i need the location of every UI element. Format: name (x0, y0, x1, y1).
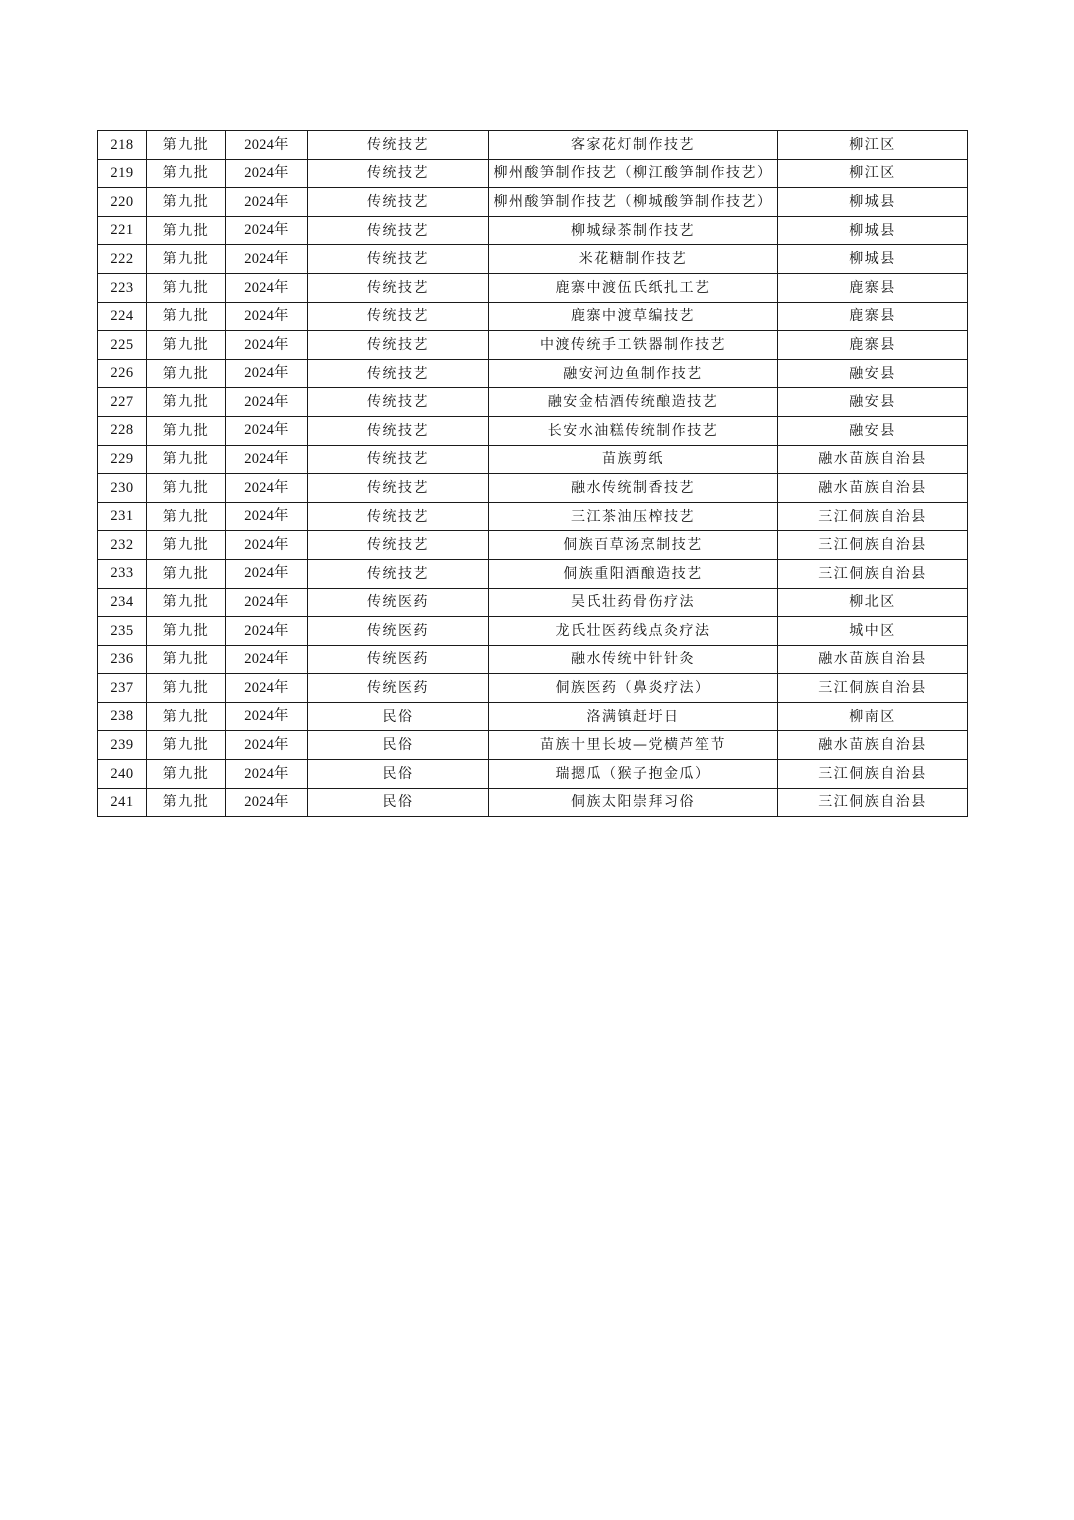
batch-cell: 第九批 (147, 331, 226, 360)
year-cell: 2024年 (226, 702, 308, 731)
table-row (98, 416, 968, 445)
category-cell: 传统医药 (308, 674, 489, 703)
row-number-cell: 235 (98, 617, 147, 646)
year-cell: 2024年 (226, 588, 308, 617)
project-name-cell: 侗族百草汤烹制技艺 (489, 531, 778, 560)
project-name-cell: 中渡传统手工铁器制作技艺 (489, 331, 778, 360)
area-cell: 柳南区 (778, 702, 968, 731)
table-row (98, 588, 968, 617)
table-row (98, 331, 968, 360)
year-cell: 2024年 (226, 388, 308, 417)
project-name-cell: 融安金桔酒传统酿造技艺 (489, 388, 778, 417)
category-cell: 传统医药 (308, 617, 489, 646)
year-cell: 2024年 (226, 645, 308, 674)
area-cell: 融水苗族自治县 (778, 645, 968, 674)
area-cell: 三江侗族自治县 (778, 502, 968, 531)
category-cell: 民俗 (308, 731, 489, 760)
batch-cell: 第九批 (147, 302, 226, 331)
area-cell: 三江侗族自治县 (778, 788, 968, 817)
area-cell: 柳城县 (778, 188, 968, 217)
batch-cell: 第九批 (147, 445, 226, 474)
row-number-cell: 223 (98, 273, 147, 302)
area-cell: 城中区 (778, 617, 968, 646)
area-cell: 融安县 (778, 416, 968, 445)
category-cell: 传统技艺 (308, 531, 489, 560)
category-cell: 传统技艺 (308, 188, 489, 217)
batch-cell: 第九批 (147, 388, 226, 417)
year-cell: 2024年 (226, 502, 308, 531)
year-cell: 2024年 (226, 302, 308, 331)
batch-cell: 第九批 (147, 760, 226, 789)
category-cell: 传统技艺 (308, 273, 489, 302)
year-cell: 2024年 (226, 674, 308, 703)
year-cell: 2024年 (226, 760, 308, 789)
row-number-cell: 218 (98, 131, 147, 160)
batch-cell: 第九批 (147, 502, 226, 531)
row-number-cell: 225 (98, 331, 147, 360)
row-number-cell: 236 (98, 645, 147, 674)
year-cell: 2024年 (226, 245, 308, 274)
area-cell: 融水苗族自治县 (778, 445, 968, 474)
row-number-cell: 234 (98, 588, 147, 617)
year-cell: 2024年 (226, 159, 308, 188)
area-cell: 三江侗族自治县 (778, 559, 968, 588)
year-cell: 2024年 (226, 788, 308, 817)
project-name-cell: 融水传统制香技艺 (489, 474, 778, 503)
row-number-cell: 238 (98, 702, 147, 731)
table-row (98, 359, 968, 388)
table-row (98, 302, 968, 331)
table-row (98, 445, 968, 474)
project-name-cell: 侗族太阳崇拜习俗 (489, 788, 778, 817)
project-name-cell: 三江茶油压榨技艺 (489, 502, 778, 531)
area-cell: 融水苗族自治县 (778, 731, 968, 760)
category-cell: 传统技艺 (308, 474, 489, 503)
batch-cell: 第九批 (147, 131, 226, 160)
batch-cell: 第九批 (147, 559, 226, 588)
project-name-cell: 融水传统中针针灸 (489, 645, 778, 674)
year-cell: 2024年 (226, 474, 308, 503)
project-name-cell: 柳州酸笋制作技艺（柳江酸笋制作技艺） (489, 159, 778, 188)
table-row (98, 674, 968, 703)
table-row (98, 760, 968, 789)
batch-cell: 第九批 (147, 788, 226, 817)
category-cell: 传统技艺 (308, 388, 489, 417)
area-cell: 鹿寨县 (778, 302, 968, 331)
year-cell: 2024年 (226, 731, 308, 760)
row-number-cell: 219 (98, 159, 147, 188)
area-cell: 鹿寨县 (778, 331, 968, 360)
batch-cell: 第九批 (147, 674, 226, 703)
category-cell: 传统技艺 (308, 359, 489, 388)
row-number-cell: 229 (98, 445, 147, 474)
table-row (98, 502, 968, 531)
project-name-cell: 洛满镇赶圩日 (489, 702, 778, 731)
table-row (98, 531, 968, 560)
table-row (98, 245, 968, 274)
row-number-cell: 233 (98, 559, 147, 588)
heritage-list-table (97, 130, 968, 817)
project-name-cell: 苗族十里长坡—党横芦笙节 (489, 731, 778, 760)
table-row (98, 474, 968, 503)
row-number-cell: 228 (98, 416, 147, 445)
row-number-cell: 240 (98, 760, 147, 789)
row-number-cell: 224 (98, 302, 147, 331)
project-name-cell: 鹿寨中渡伍氏纸扎工艺 (489, 273, 778, 302)
area-cell: 柳江区 (778, 159, 968, 188)
category-cell: 传统技艺 (308, 159, 489, 188)
table-row (98, 388, 968, 417)
table-row (98, 188, 968, 217)
project-name-cell: 侗族医药（鼻炎疗法） (489, 674, 778, 703)
year-cell: 2024年 (226, 131, 308, 160)
category-cell: 民俗 (308, 702, 489, 731)
area-cell: 融安县 (778, 388, 968, 417)
batch-cell: 第九批 (147, 645, 226, 674)
area-cell: 柳城县 (778, 245, 968, 274)
year-cell: 2024年 (226, 416, 308, 445)
batch-cell: 第九批 (147, 416, 226, 445)
year-cell: 2024年 (226, 559, 308, 588)
year-cell: 2024年 (226, 188, 308, 217)
area-cell: 鹿寨县 (778, 273, 968, 302)
row-number-cell: 232 (98, 531, 147, 560)
project-name-cell: 瑞摁瓜（猴子抱金瓜） (489, 760, 778, 789)
batch-cell: 第九批 (147, 474, 226, 503)
row-number-cell: 241 (98, 788, 147, 817)
row-number-cell: 231 (98, 502, 147, 531)
row-number-cell: 221 (98, 216, 147, 245)
category-cell: 民俗 (308, 760, 489, 789)
table-row (98, 159, 968, 188)
year-cell: 2024年 (226, 359, 308, 388)
row-number-cell: 227 (98, 388, 147, 417)
area-cell: 三江侗族自治县 (778, 674, 968, 703)
project-name-cell: 苗族剪纸 (489, 445, 778, 474)
year-cell: 2024年 (226, 216, 308, 245)
category-cell: 传统医药 (308, 645, 489, 674)
batch-cell: 第九批 (147, 159, 226, 188)
batch-cell: 第九批 (147, 731, 226, 760)
category-cell: 传统技艺 (308, 131, 489, 160)
area-cell: 三江侗族自治县 (778, 760, 968, 789)
table-row (98, 273, 968, 302)
batch-cell: 第九批 (147, 617, 226, 646)
project-name-cell: 龙氏壮医药线点灸疗法 (489, 617, 778, 646)
batch-cell: 第九批 (147, 273, 226, 302)
batch-cell: 第九批 (147, 188, 226, 217)
project-name-cell: 客家花灯制作技艺 (489, 131, 778, 160)
row-number-cell: 239 (98, 731, 147, 760)
area-cell: 融安县 (778, 359, 968, 388)
table-row (98, 731, 968, 760)
table-row (98, 702, 968, 731)
row-number-cell: 226 (98, 359, 147, 388)
table-body (98, 131, 968, 817)
batch-cell: 第九批 (147, 359, 226, 388)
project-name-cell: 柳州酸笋制作技艺（柳城酸笋制作技艺） (489, 188, 778, 217)
batch-cell: 第九批 (147, 702, 226, 731)
project-name-cell: 侗族重阳酒酿造技艺 (489, 559, 778, 588)
batch-cell: 第九批 (147, 216, 226, 245)
batch-cell: 第九批 (147, 588, 226, 617)
table-row (98, 788, 968, 817)
area-cell: 柳北区 (778, 588, 968, 617)
project-name-cell: 鹿寨中渡草编技艺 (489, 302, 778, 331)
year-cell: 2024年 (226, 445, 308, 474)
category-cell: 传统技艺 (308, 245, 489, 274)
project-name-cell: 米花糖制作技艺 (489, 245, 778, 274)
row-number-cell: 222 (98, 245, 147, 274)
category-cell: 传统技艺 (308, 302, 489, 331)
project-name-cell: 柳城绿茶制作技艺 (489, 216, 778, 245)
year-cell: 2024年 (226, 331, 308, 360)
row-number-cell: 230 (98, 474, 147, 503)
area-cell: 三江侗族自治县 (778, 531, 968, 560)
table-row (98, 131, 968, 160)
batch-cell: 第九批 (147, 245, 226, 274)
year-cell: 2024年 (226, 273, 308, 302)
category-cell: 传统技艺 (308, 416, 489, 445)
table-row (98, 559, 968, 588)
category-cell: 传统技艺 (308, 216, 489, 245)
category-cell: 传统技艺 (308, 559, 489, 588)
category-cell: 民俗 (308, 788, 489, 817)
project-name-cell: 吴氏壮药骨伤疗法 (489, 588, 778, 617)
category-cell: 传统医药 (308, 588, 489, 617)
batch-cell: 第九批 (147, 531, 226, 560)
year-cell: 2024年 (226, 531, 308, 560)
category-cell: 传统技艺 (308, 331, 489, 360)
table-row (98, 645, 968, 674)
table-row (98, 617, 968, 646)
area-cell: 柳城县 (778, 216, 968, 245)
project-name-cell: 长安水油糕传统制作技艺 (489, 416, 778, 445)
area-cell: 柳江区 (778, 131, 968, 160)
row-number-cell: 237 (98, 674, 147, 703)
year-cell: 2024年 (226, 617, 308, 646)
table-row (98, 216, 968, 245)
area-cell: 融水苗族自治县 (778, 474, 968, 503)
row-number-cell: 220 (98, 188, 147, 217)
category-cell: 传统技艺 (308, 445, 489, 474)
category-cell: 传统技艺 (308, 502, 489, 531)
project-name-cell: 融安河边鱼制作技艺 (489, 359, 778, 388)
